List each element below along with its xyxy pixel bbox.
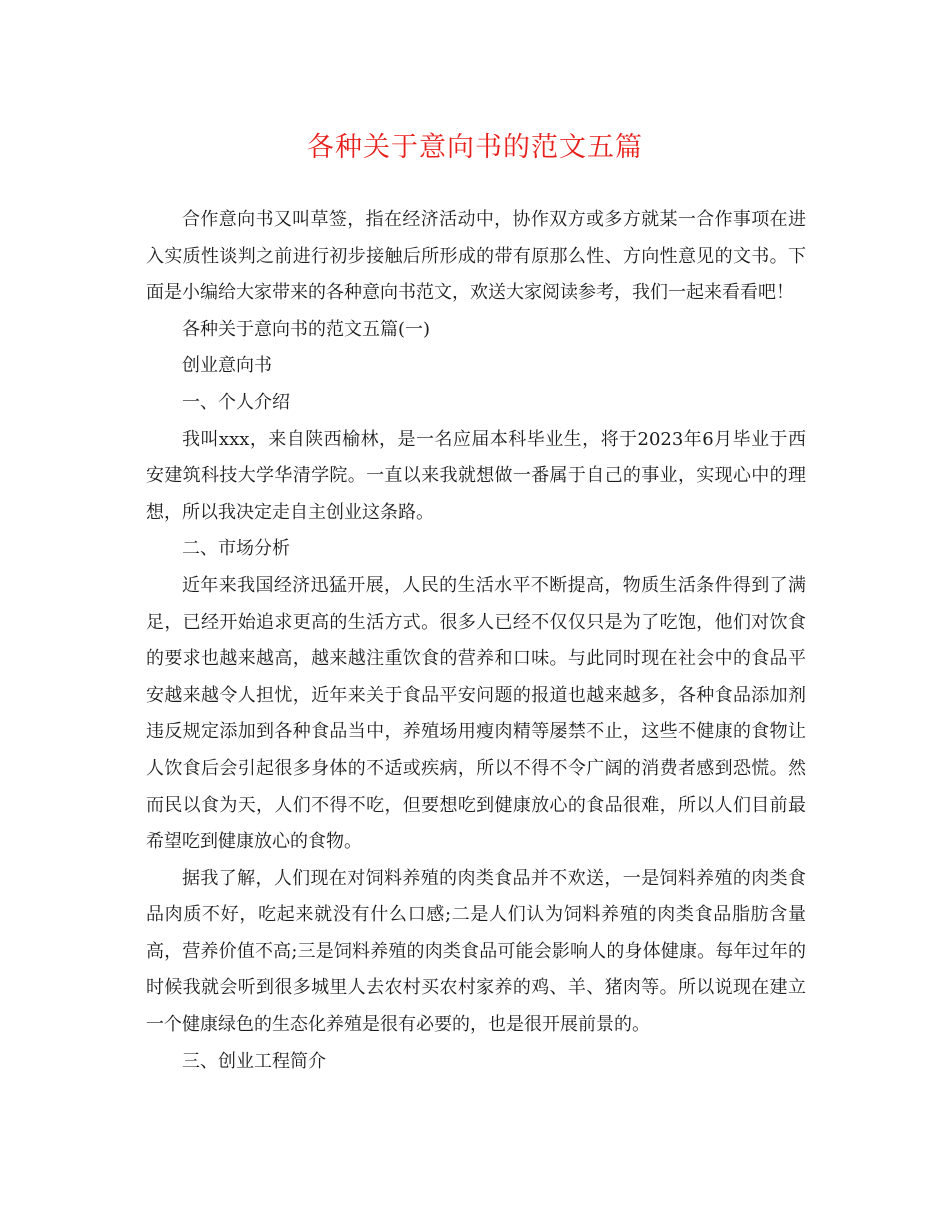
article-title: 创业意向书 — [182, 355, 272, 377]
market-analysis-paragraph: 近年来我国经济迅猛开展，人民的生活水平不断提高，物质生活条件得到了满足，已经开始追求更高的生活方式。很多人已经不仅仅只是为了吃饱，他们对饮食的要求也越来越高，越来越注重饮食的营养和口味。与此同时现在社会中的食品平安越来越令人担忧，近年来关于食品平安问题的报道也越来越多，各种食品添加剂违反规定添加到各种食品当中，养殖场用瘦肉精等屡禁不止，这些不健康的食物让人饮食后会引起很多身体的不适或疾病，所以不得不令广阔的消费者感到恐慌。然而民以食为天，人们不得不吃，但要想吃到健康放心的食品很难，所以人们目前最希望吃到健康放心的食物。 — [146, 574, 806, 853]
section-heading-article-one: 各种关于意向书的范文五篇(一) — [182, 318, 431, 340]
market-analysis-paragraph-2: 据我了解，人们现在对饲料养殖的肉类食品并不欢送，一是饲料养殖的肉类食品肉质不好，吃起来就没有什么口感;二是人们认为饲料养殖的肉类食品脂肪含量高，营养价值不高;三是饲料养殖的肉类食品可能会影响人的身体健康。每年过年的时候我就会听到很多城里人去农村买农村家养的鸡、羊、猪肉等。所以说现在建立一个健康绿色的生态化养殖是很有必要的，也是很开展前景的。 — [146, 867, 806, 1036]
document-body — [146, 202, 806, 1080]
section-heading-personal-intro: 一、个人介绍 — [182, 391, 290, 413]
section-heading-project-intro: 三、创业工程简介 — [182, 1050, 326, 1072]
document-title: 各种关于意向书的范文五篇 — [307, 132, 643, 163]
intro-paragraph: 合作意向书又叫草签，指在经济活动中，协作双方或多方就某一合作事项在进入实质性谈判之前进行初步接触后所形成的带有原那么性、方向性意见的文书。下面是小编给大家带来的各种意向书范文，欢送大家阅读参考，我们一起来看看吧！ — [146, 209, 806, 304]
section-heading-market-analysis: 二、市场分析 — [182, 538, 290, 560]
personal-intro-paragraph: 我叫xxx，来自陕西榆林，是一名应届本科毕业生，将于2023年6月毕业于西安建筑科技大学华清学院。一直以来我就想做一番属于自己的事业，实现心中的理想，所以我决定走自主创业这条路。 — [146, 428, 806, 523]
